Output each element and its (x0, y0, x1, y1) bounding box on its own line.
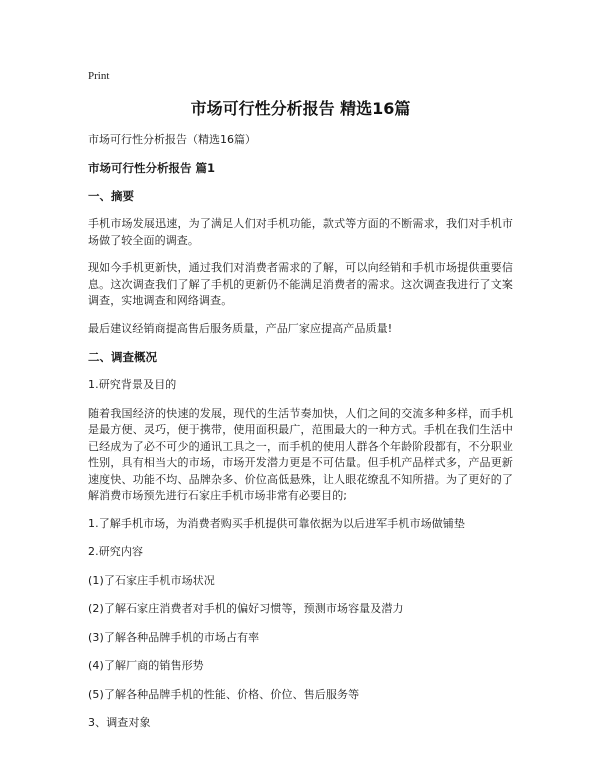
abstract-paragraph-1: 手机市场发展迅速，为了满足人们对手机功能，款式等方面的不断需求，我们对手机市场做了较全面的调查。 (88, 217, 513, 247)
object-heading: 3、调查对象 (88, 716, 151, 729)
abstract-heading: 一、摘要 (88, 189, 134, 203)
content-item-5: (5)了解各种品牌手机的性能、价格、价位、售后服务等 (88, 687, 360, 701)
document-page (88, 68, 513, 744)
article-heading: 市场可行性分析报告 篇1 (88, 161, 216, 175)
background-heading: 1.研究背景及目的 (88, 378, 177, 391)
overview-heading: 二、调查概况 (88, 350, 157, 364)
content-item-1: (1)了石家庄手机市场状况 (88, 573, 215, 587)
document-subtitle: 市场可行性分析报告（精选16篇） (88, 133, 256, 146)
abstract-paragraph-2: 现如今手机更新快，通过我们对消费者需求的了解，可以向经销和手机市场提供重要信息。这次调查我们了解了手机的更新仍不能满足消费者的需求。这次调查我进行了文案调查，实地调查和网络调查。 (88, 261, 513, 307)
content-item-3: (3)了解各种品牌手机的市场占有率 (88, 630, 260, 644)
content-item-2: (2)了解石家庄消费者对手机的偏好习惯等，预测市场容量及潜力 (88, 602, 404, 615)
content-item-4: (4)了解厂商的销售形势 (88, 659, 204, 672)
background-paragraph: 随着我国经济的快速的发展，现代的生活节奏加快，人们之间的交流多种多样，而手机是最方便、灵巧，便于携带，使用面积最广，范围最大的一种方式。手机在我们生活中已经成为了必不可少的通讯工具之一，而手机的使用人群各个年龄阶段都有，不分职业性别，具有相当大的市场，市场开发潜力更是不可估量。但手机产品样式多，产品更新速度快、功能不均、品牌杂多、价位高低悬殊，让人眼花缭乱不知所措。为了更好的了解消费市场预先进行石家庄手机市场非常有必要目的; (88, 406, 513, 502)
abstract-paragraph-3: 最后建议经销商提高售后服务质量，产品厂家应提高产品质量! (88, 321, 393, 335)
purpose-item-1: 1.了解手机市场，为消费者购买手机提供可靠依据为以后进军手机市场做铺垫 (88, 516, 465, 530)
page-title: 市场可行性分析报告 精选16篇 (190, 99, 411, 118)
content-heading: 2.研究内容 (88, 545, 144, 558)
print-label[interactable]: Print (88, 70, 110, 82)
